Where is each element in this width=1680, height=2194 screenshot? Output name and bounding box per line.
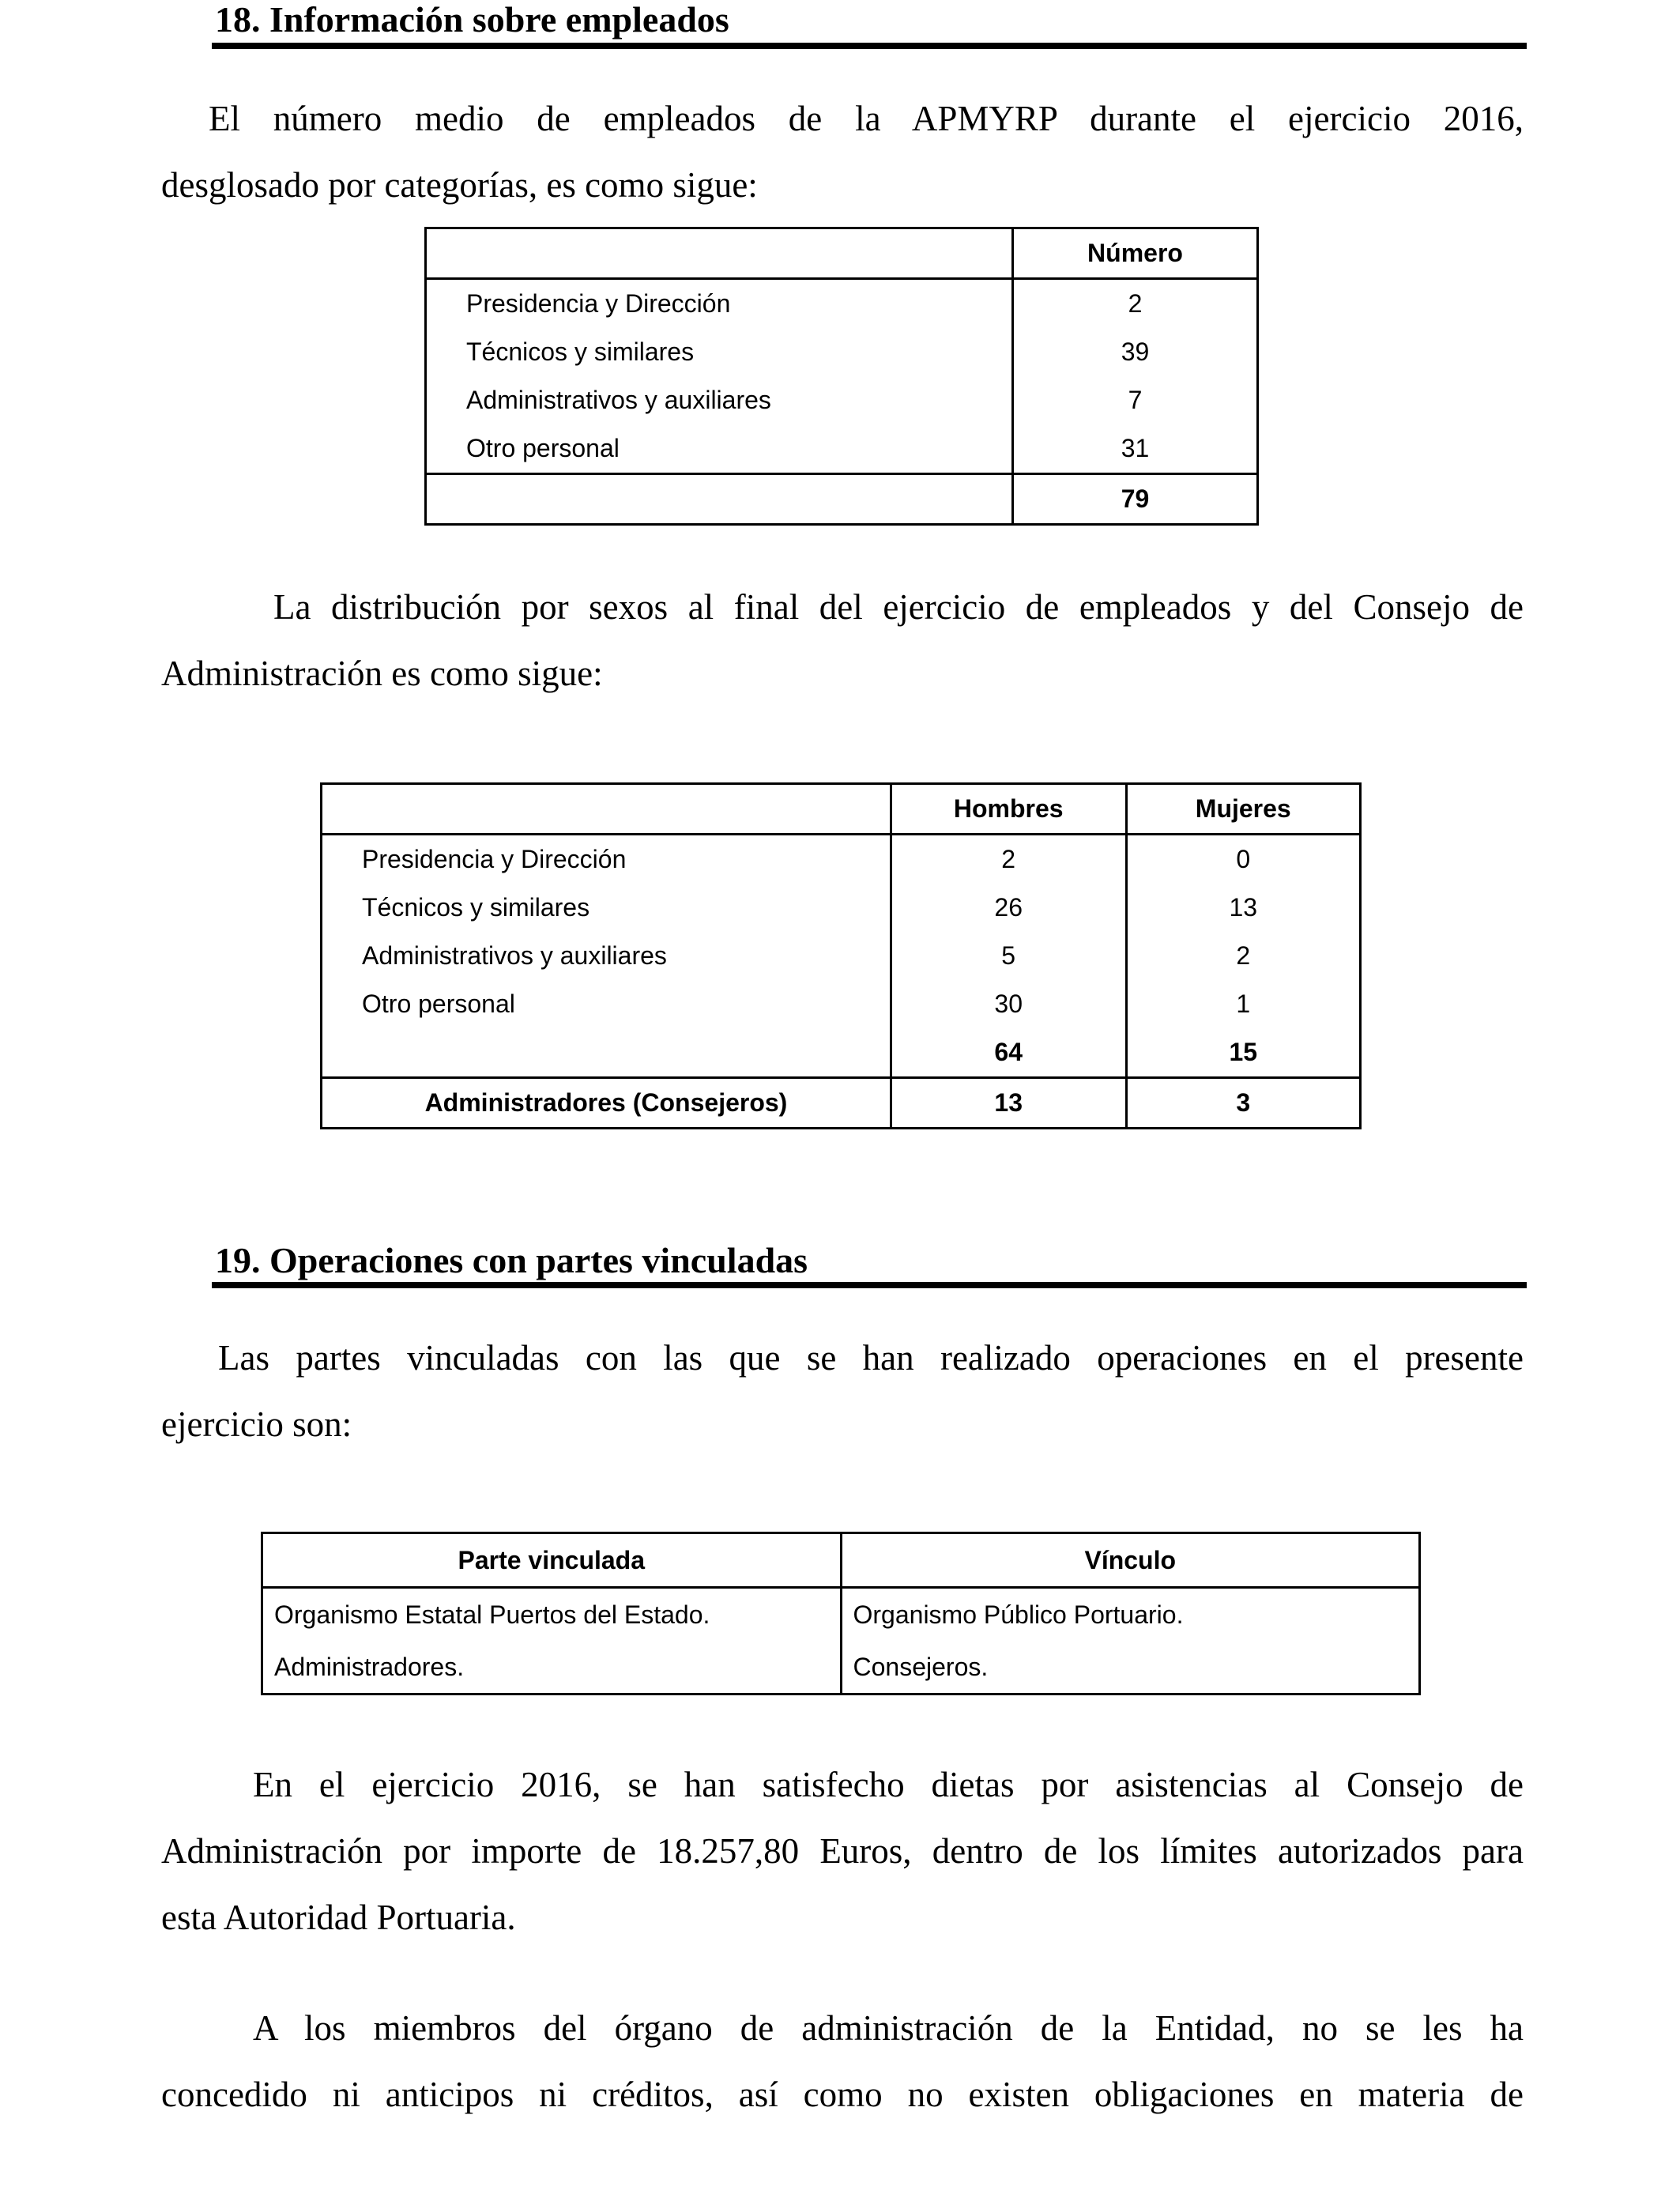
administrators-row — [322, 1078, 1361, 1129]
women-value: 13 — [1126, 884, 1361, 932]
men-value: 5 — [891, 932, 1126, 980]
average-employees-table — [424, 227, 1259, 526]
subtotal-row — [322, 1028, 1361, 1078]
table-cell: Administradores. — [274, 1652, 465, 1681]
table-cell — [322, 1028, 891, 1078]
table-row — [262, 1641, 1420, 1695]
gender-distribution-intro — [161, 574, 1524, 707]
paragraph-line: esta Autoridad Portuaria. — [161, 1898, 516, 1937]
table-cell — [426, 474, 1013, 525]
row-value: 7 — [1013, 376, 1258, 424]
section-18-rule — [212, 43, 1527, 49]
column-header-parte-vinculada: Parte vinculada — [262, 1533, 842, 1588]
women-value: 0 — [1126, 835, 1361, 884]
row-value: 31 — [1013, 424, 1258, 474]
men-value: 30 — [891, 980, 1126, 1028]
paragraph-line: concedido ni anticipos ni créditos, así como no existen obligaciones en materia de — [161, 2075, 1524, 2114]
paragraph-line: Las partes vinculadas con las que se han realizado operaciones en el presente — [218, 1338, 1524, 1378]
paragraph-line: Administración por importe de 18.257,80 Euros, dentro de los límites autorizados para — [161, 1831, 1524, 1871]
column-header-vinculo: Vínculo — [841, 1533, 1420, 1588]
row-label: Administradores (Consejeros) — [322, 1078, 891, 1129]
paragraph-line: Administración es como sigue: — [161, 654, 603, 693]
row-label: Presidencia y Dirección — [466, 289, 731, 318]
section-19-intro — [161, 1325, 1524, 1457]
men-value: 26 — [891, 884, 1126, 932]
dietas-paragraph — [161, 1751, 1524, 1951]
row-label: Administrativos y auxiliares — [466, 386, 771, 414]
column-header-mujeres: Mujeres — [1126, 784, 1361, 835]
row-label: Otro personal — [362, 990, 515, 1018]
section-19-heading: 19. Operaciones con partes vinculadas — [215, 1240, 808, 1280]
anticipos-paragraph — [161, 1995, 1524, 2128]
table-row — [426, 328, 1258, 376]
gender-distribution-table — [320, 782, 1362, 1129]
table-cell — [426, 228, 1013, 279]
total-value: 79 — [1013, 474, 1258, 525]
row-label: Técnicos y similares — [362, 893, 590, 922]
paragraph-line: ejercicio son: — [161, 1404, 352, 1444]
women-value: 1 — [1126, 980, 1361, 1028]
paragraph-line: El número medio de empleados de la APMYRP durante el ejercicio 2016, — [209, 99, 1524, 138]
paragraph-line: A los miembros del órgano de administración de la Entidad, no se les ha — [253, 2008, 1524, 2048]
row-label: Otro personal — [466, 434, 620, 462]
table-row — [322, 932, 1361, 980]
women-subtotal: 15 — [1126, 1028, 1361, 1078]
table-row — [426, 424, 1258, 474]
paragraph-line: desglosado por categorías, es como sigue: — [161, 165, 758, 205]
table-row — [322, 884, 1361, 932]
table-cell: Organismo Estatal Puertos del Estado. — [274, 1600, 710, 1629]
row-value: 2 — [1013, 279, 1258, 329]
table-cell — [322, 784, 891, 835]
section-19-rule — [212, 1282, 1527, 1288]
row-label: Técnicos y similares — [466, 337, 695, 366]
table-row — [322, 980, 1361, 1028]
related-parties-table — [261, 1532, 1421, 1695]
row-label: Administrativos y auxiliares — [362, 941, 667, 970]
table-row — [426, 376, 1258, 424]
paragraph-line: En el ejercicio 2016, se han satisfecho dietas por asistencias al Consejo de — [253, 1765, 1524, 1804]
row-value: 39 — [1013, 328, 1258, 376]
paragraph-line: La distribución por sexos al final del ejercicio de empleados y del Consejo de — [273, 587, 1524, 627]
men-value: 13 — [891, 1078, 1126, 1129]
column-header-numero: Número — [1013, 228, 1258, 279]
section-18-heading: 18. Información sobre empleados — [215, 0, 729, 40]
section-18-intro — [161, 85, 1524, 218]
table-row — [262, 1588, 1420, 1642]
table-cell: Consejeros. — [841, 1641, 1420, 1695]
total-row — [426, 474, 1258, 525]
table-cell: Organismo Público Portuario. — [841, 1588, 1420, 1642]
column-header-hombres: Hombres — [891, 784, 1126, 835]
women-value: 3 — [1126, 1078, 1361, 1129]
men-value: 2 — [891, 835, 1126, 884]
men-subtotal: 64 — [891, 1028, 1126, 1078]
table-row — [322, 835, 1361, 884]
table-row — [426, 279, 1258, 329]
women-value: 2 — [1126, 932, 1361, 980]
row-label: Presidencia y Dirección — [362, 845, 627, 873]
